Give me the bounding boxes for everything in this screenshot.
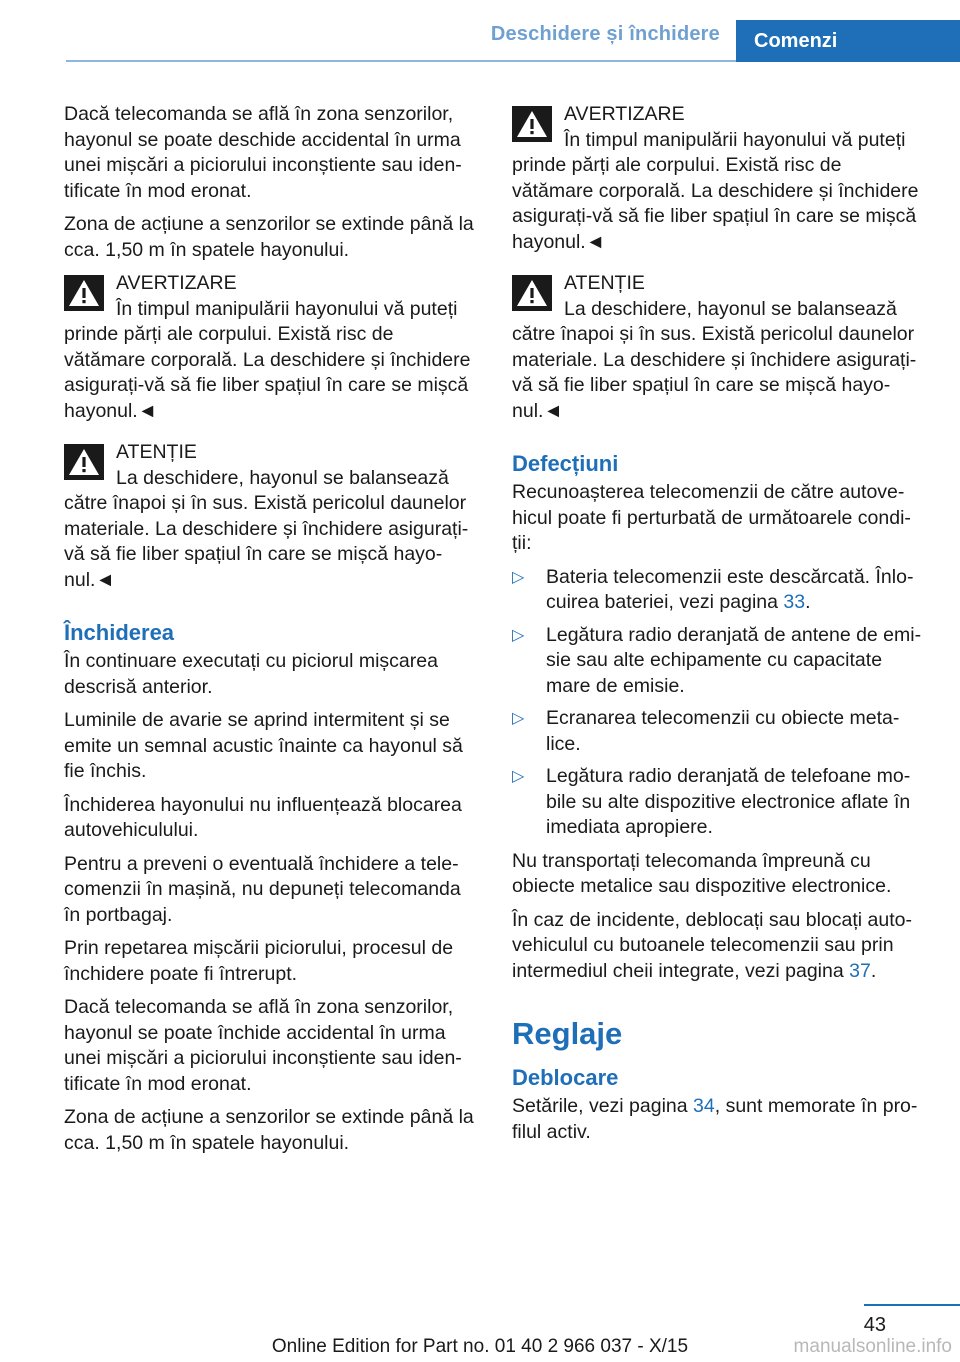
paragraph: Zona de acțiune a senzorilor se extinde până la cca. 1,50 m în spatele hayonului.: [64, 1106, 474, 1154]
caution-text: către înapoi și în sus. Există pericolul daunelor materiale. La deschidere și închidere asigurați-vă să fie liber spațiul în care se mișcă hayo‐nul.◄: [512, 323, 917, 422]
heading-reglaje: Reglaje: [512, 1016, 623, 1051]
chapter-tab: [736, 20, 960, 62]
paragraph: Dacă telecomanda se află în zona senzorilor, hayonul se poate închide accidental în urma unei mișcări a piciorului inconștiente sau iden‐tificate în mod eronat.: [64, 996, 462, 1095]
warning-triangle-icon: [64, 444, 104, 480]
section-title: Deschidere și închidere: [490, 23, 720, 45]
warning-triangle-icon: [64, 275, 104, 311]
caution-block: [64, 440, 476, 593]
left-column: [64, 102, 476, 1164]
paragraph: Închiderea hayonului nu influențează blocarea autovehiculului.: [64, 793, 462, 841]
warning-block: [64, 271, 476, 424]
watermark: manualsonline.info: [793, 1336, 952, 1357]
list-item-text: Legătura radio deranjată de antene de emi‐sie sau alte echipamente cu capacitate mare de emisie.: [546, 623, 922, 697]
triangle-bullet-icon: ▷: [512, 626, 525, 644]
warning-triangle-icon: [512, 275, 552, 311]
heading-deblocare: Deblocare: [512, 1065, 619, 1090]
page-header: [0, 0, 960, 62]
warning-title: AVERTIZARE: [116, 272, 237, 294]
page-link-34[interactable]: 34: [693, 1095, 715, 1117]
paragraph: Luminile de avarie se aprind intermitent și se emite un semnal acustic înainte ca hayonul să fie închis.: [64, 709, 463, 782]
paragraph: Dacă telecomanda se află în zona senzorilor, hayonul se poate deschide accidental în urma unei mișcări a piciorului inconștiente sau iden‐tificate în mod eronat.: [64, 103, 462, 202]
page-link-33[interactable]: 33: [783, 591, 806, 613]
triangle-bullet-icon: ▷: [512, 568, 525, 586]
page-number: 43: [863, 1314, 886, 1336]
caution-text: către înapoi și în sus. Există pericolul daunelor materiale. La deschidere și închidere asigurați-vă să fie liber spațiul în care se mișcă hayo‐nul.◄: [64, 492, 469, 591]
caution-block: [512, 271, 924, 424]
paragraph: Prin repetarea mișcării piciorului, procesul de închidere poate fi întrerupt.: [64, 937, 454, 985]
warning-block: [512, 102, 924, 255]
paragraph: Zona de acțiune a senzorilor se extinde până la cca. 1,50 m în spatele hayonului.: [64, 213, 474, 261]
header-rule: [66, 60, 736, 62]
page-link-37[interactable]: 37: [849, 959, 871, 982]
paragraph-text: Setările, vezi pagina: [512, 1095, 694, 1117]
list-item: [512, 764, 924, 841]
right-column: [512, 102, 924, 1153]
warning-title: AVERTIZARE: [564, 103, 685, 125]
list-item: [512, 706, 924, 757]
edition-text: Online Edition for Part no. 01 40 2 966 037 - X/15: [271, 1336, 689, 1357]
paragraph: În continuare executați cu piciorul mișcarea descrisă anterior.: [64, 650, 438, 698]
list-item-end: .: [805, 591, 811, 613]
heading-inchiderea: Închiderea: [64, 620, 175, 645]
list-item: [512, 565, 924, 616]
warning-text-first: În timpul manipulării hayonului vă puteți: [564, 128, 906, 151]
paragraph: Pentru a preveni o eventuală închidere a tele‐comenzii în mașină, nu depuneți telecomanda în portbagaj.: [64, 852, 461, 926]
conditions-list: [512, 565, 924, 841]
chapter-tab-label: Comenzi: [754, 29, 838, 52]
paragraph-end: , sunt memorate în pro‐filul activ.: [512, 1095, 918, 1143]
caution-text-first: La deschidere, hayonul se balansează: [116, 466, 449, 489]
caution-title: ATENȚIE: [116, 441, 197, 463]
paragraph-end: .: [870, 959, 877, 982]
list-item: [512, 623, 924, 700]
list-item-text: Legătura radio deranjată de telefoane mo‐bile su alte dispozitive electronice aflate în imediata apropiere.: [546, 765, 911, 838]
page-footer: [0, 1300, 960, 1362]
paragraph: [512, 908, 924, 985]
caution-text-first: La deschidere, hayonul se balansează: [564, 297, 897, 320]
footer-rule: [864, 1304, 960, 1306]
warning-text: prinde părți ale corpului. Există risc de vătămare corporală. La deschidere și închidere asigurați-vă să fie liber spațiul în care se mișcă hayonul.◄: [64, 323, 471, 422]
triangle-bullet-icon: ▷: [512, 710, 525, 727]
paragraph: Recunoașterea telecomenzii de către autove‐hicul poate fi perturbată de următoarele condi‐ții:: [512, 481, 911, 554]
list-item-text: Ecranarea telecomenzii cu obiecte meta‐lice.: [546, 707, 900, 755]
paragraph: Nu transportați telecomanda împreună cu obiecte metalice sau dispozitive electronice.: [512, 849, 892, 897]
heading-defectiuni: Defecțiuni: [512, 451, 619, 476]
paragraph: [512, 1094, 924, 1145]
warning-text-first: În timpul manipulării hayonului vă puteți: [116, 297, 458, 320]
list-item-text: Bateria telecomenzii este descărcată. Înlo‐cuirea bateriei, vezi pagina: [546, 565, 914, 613]
warning-triangle-icon: [512, 106, 552, 142]
warning-text: prinde părți ale corpului. Există risc de vătămare corporală. La deschidere și închidere asigurați-vă să fie liber spațiul în care se mișcă hayonul.◄: [512, 154, 919, 253]
caution-title: ATENȚIE: [564, 272, 645, 294]
triangle-bullet-icon: ▷: [512, 768, 525, 785]
paragraph-text: În caz de incidente, deblocați sau blocați auto‐vehiculul cu butoanele telecomenzii sau prin intermediul cheii integrate, vezi pagina: [512, 908, 913, 982]
